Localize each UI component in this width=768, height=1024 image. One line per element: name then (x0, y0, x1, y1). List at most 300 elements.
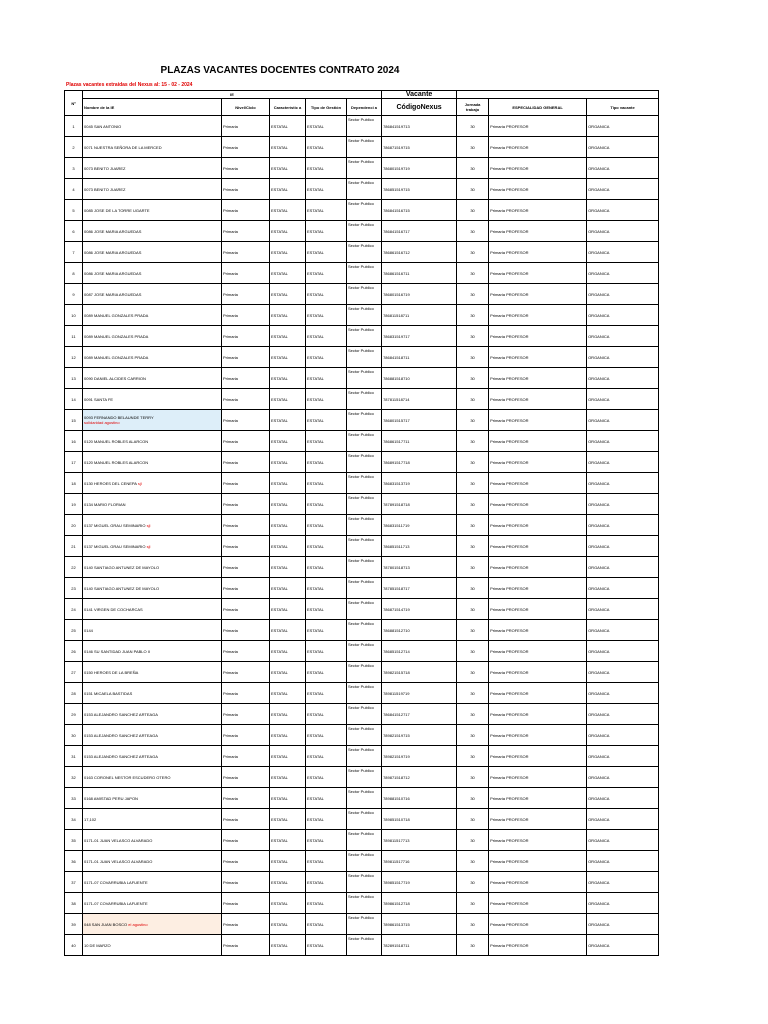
codigo-nexus-cell: 786871514719 (382, 599, 457, 620)
table-row (65, 683, 659, 704)
school-name-text: 0140 SANTIAGO ANTUNEZ DE MAYOLO (84, 585, 160, 591)
dependencia-cell (347, 116, 382, 137)
school-name (83, 914, 222, 935)
codigo-nexus-cell: 786851512714 (382, 641, 457, 662)
district-note: sjl (146, 543, 151, 549)
table-row (65, 872, 659, 893)
dependencia-cell (347, 935, 382, 956)
jornada-cell: 30 (457, 431, 489, 452)
especialidad-cell: Primaria PROFESOR (489, 431, 587, 452)
school-name-text: 0045 SAN ANTONIO (84, 123, 122, 129)
jornada-cell: 30 (457, 284, 489, 305)
district-note: sjl (137, 480, 142, 486)
school-name-text: 0089 MANUEL GONZALES PRADA (84, 354, 149, 360)
codigo-nexus-cell: 789851517719 (382, 872, 457, 893)
nivel-cell: Primaria (222, 452, 270, 473)
dependencia-cell (347, 830, 382, 851)
codigo-nexus-cell: 789851510718 (382, 809, 457, 830)
nivel-cell: Primaria (222, 116, 270, 137)
row-number: 34 (65, 809, 83, 830)
school-name (83, 158, 222, 179)
school-name-text: 0171-07 COVARRUBIA LAFUENTE (84, 900, 148, 906)
nivel-cell: Primaria (222, 326, 270, 347)
jornada-cell: 30 (457, 473, 489, 494)
dependencia-cell (347, 452, 382, 473)
dependencia-cell (347, 494, 382, 515)
dependencia-cell (347, 620, 382, 641)
tipo-gestion-cell: ESTATAL (306, 263, 347, 284)
dependencia-text: Sector Publico (348, 327, 374, 332)
tipo-gestion-cell: ESTATAL (306, 662, 347, 683)
table-row (65, 914, 659, 935)
row-number: 10 (65, 305, 83, 326)
caracteristica-cell: ESTATAL (270, 263, 306, 284)
school-name-text: 0137 MIGUEL GRAU SEMINARIO (84, 543, 146, 549)
dependencia-text: Sector Publico (348, 474, 374, 479)
especialidad-cell: Primaria PROFESOR (489, 389, 587, 410)
especialidad-cell: Primaria PROFESOR (489, 641, 587, 662)
nivel-cell: Primaria (222, 389, 270, 410)
caracteristica-cell: ESTATAL (270, 410, 306, 431)
dependencia-text: Sector Publico (348, 537, 374, 542)
tipo-gestion-cell: ESTATAL (306, 179, 347, 200)
dependencia-cell (347, 536, 382, 557)
caracteristica-cell: ESTATAL (270, 557, 306, 578)
jornada-cell: 30 (457, 347, 489, 368)
table-row (65, 704, 659, 725)
header-dependencia: Dependenci a (347, 99, 382, 116)
especialidad-cell: Primaria PROFESOR (489, 158, 587, 179)
page-title: PLAZAS VACANTES DOCENTES CONTRATO 2024 (160, 65, 400, 76)
tipo-vacante-cell: ORGANICA (587, 557, 659, 578)
nivel-cell: Primaria (222, 851, 270, 872)
dependencia-text: Sector Publico (348, 747, 374, 752)
tipo-gestion-cell: ESTATAL (306, 536, 347, 557)
school-name (83, 893, 222, 914)
table-row (65, 641, 659, 662)
header-vacante-group: Vacante (382, 91, 457, 99)
header-nombre: Nombre de la IE (83, 99, 222, 116)
nivel-cell: Primaria (222, 641, 270, 662)
nivel-cell: Primaria (222, 515, 270, 536)
codigo-nexus-cell: 786841516717 (382, 221, 457, 242)
table-row (65, 431, 659, 452)
row-number: 27 (65, 662, 83, 683)
especialidad-cell: Primaria PROFESOR (489, 179, 587, 200)
tipo-gestion-cell: ESTATAL (306, 914, 347, 935)
caracteristica-cell: ESTATAL (270, 578, 306, 599)
jornada-cell: 30 (457, 494, 489, 515)
school-name-text: 10 DE MARZO (84, 942, 111, 948)
codigo-nexus-cell: 786861516712 (382, 242, 457, 263)
caracteristica-cell: ESTATAL (270, 809, 306, 830)
header-nivel: Nivel/Ciclo (222, 99, 270, 116)
especialidad-cell: Primaria PROFESOR (489, 557, 587, 578)
caracteristica-cell: ESTATAL (270, 872, 306, 893)
school-name (83, 284, 222, 305)
caracteristica-cell: ESTATAL (270, 473, 306, 494)
school-name (83, 788, 222, 809)
dependencia-cell (347, 200, 382, 221)
jornada-cell: 30 (457, 179, 489, 200)
especialidad-cell: Primaria PROFESOR (489, 620, 587, 641)
especialidad-cell: Primaria PROFESOR (489, 221, 587, 242)
school-name-text: 0086 JOSE MARIA ARGUEDAS (84, 249, 142, 255)
header-caracteristica: Característic a (270, 99, 306, 116)
especialidad-cell: Primaria PROFESOR (489, 935, 587, 956)
dependencia-cell (347, 284, 382, 305)
nivel-cell: Primaria (222, 788, 270, 809)
school-name (83, 809, 222, 830)
table-row (65, 242, 659, 263)
codigo-nexus-cell: 786841518711 (382, 347, 457, 368)
caracteristica-cell: ESTATAL (270, 221, 306, 242)
nivel-cell: Primaria (222, 536, 270, 557)
row-number: 4 (65, 179, 83, 200)
caracteristica-cell: ESTATAL (270, 599, 306, 620)
dependencia-text: Sector Publico (348, 138, 374, 143)
nivel-cell: Primaria (222, 557, 270, 578)
dependencia-cell (347, 473, 382, 494)
tipo-vacante-cell: ORGANICA (587, 620, 659, 641)
jornada-cell: 30 (457, 704, 489, 725)
header-codigo: CódigoNexus (382, 99, 457, 116)
caracteristica-cell: ESTATAL (270, 851, 306, 872)
codigo-nexus-cell: 786801516719 (382, 284, 457, 305)
dependencia-cell (347, 872, 382, 893)
especialidad-cell: Primaria PROFESOR (489, 683, 587, 704)
vacancies-table (64, 90, 659, 956)
especialidad-cell: Primaria PROFESOR (489, 536, 587, 557)
tipo-gestion-cell: ESTATAL (306, 452, 347, 473)
dependencia-text: Sector Publico (348, 201, 374, 206)
dependencia-cell (347, 410, 382, 431)
school-name (83, 347, 222, 368)
table-row (65, 305, 659, 326)
school-name-text: 0085 JOSE DE LA TORRE UGARTE (84, 207, 150, 213)
codigo-nexus-cell: 782891518711 (382, 935, 457, 956)
jornada-cell: 30 (457, 641, 489, 662)
codigo-nexus-cell: 786801519719 (382, 158, 457, 179)
tipo-gestion-cell: ESTATAL (306, 788, 347, 809)
dependencia-cell (347, 641, 382, 662)
table-row (65, 725, 659, 746)
caracteristica-cell: ESTATAL (270, 704, 306, 725)
codigo-nexus-cell: 786841519713 (382, 116, 457, 137)
jornada-cell: 30 (457, 368, 489, 389)
row-number: 18 (65, 473, 83, 494)
caracteristica-cell: ESTATAL (270, 158, 306, 179)
codigo-nexus-cell: 786831511719 (382, 515, 457, 536)
row-number: 40 (65, 935, 83, 956)
row-number: 38 (65, 893, 83, 914)
nivel-cell: Primaria (222, 578, 270, 599)
row-number: 20 (65, 515, 83, 536)
tipo-vacante-cell: ORGANICA (587, 788, 659, 809)
school-name-text: 0091 SANTA FE (84, 396, 114, 402)
jornada-cell: 30 (457, 221, 489, 242)
dependencia-cell (347, 305, 382, 326)
tipo-vacante-cell: ORGANICA (587, 242, 659, 263)
dependencia-text: Sector Publico (348, 432, 374, 437)
tipo-gestion-cell: ESTATAL (306, 116, 347, 137)
tipo-vacante-cell: ORGANICA (587, 599, 659, 620)
school-name-text: 0090 DANIEL ALCIDES CARRION (84, 375, 146, 381)
table-row (65, 536, 659, 557)
dependencia-cell (347, 326, 382, 347)
tipo-vacante-cell: ORGANICA (587, 263, 659, 284)
table-row (65, 137, 659, 158)
header-tipo-vacante: Tipo vacante (587, 99, 659, 116)
nivel-cell: Primaria (222, 830, 270, 851)
especialidad-cell: Primaria PROFESOR (489, 725, 587, 746)
caracteristica-cell: ESTATAL (270, 746, 306, 767)
tipo-vacante-cell: ORGANICA (587, 494, 659, 515)
school-name (83, 557, 222, 578)
tipo-gestion-cell: ESTATAL (306, 599, 347, 620)
codigo-nexus-cell: 787811518714 (382, 389, 457, 410)
dependencia-text: Sector Publico (348, 873, 374, 878)
row-number: 2 (65, 137, 83, 158)
tipo-gestion-cell: ESTATAL (306, 158, 347, 179)
nivel-cell: Primaria (222, 410, 270, 431)
tipo-gestion-cell: ESTATAL (306, 242, 347, 263)
codigo-nexus-cell: 789821519715 (382, 725, 457, 746)
caracteristica-cell: ESTATAL (270, 494, 306, 515)
tipo-vacante-cell: ORGANICA (587, 116, 659, 137)
especialidad-cell: Primaria PROFESOR (489, 410, 587, 431)
tipo-gestion-cell: ESTATAL (306, 683, 347, 704)
jornada-cell: 30 (457, 872, 489, 893)
row-number: 19 (65, 494, 83, 515)
caracteristica-cell: ESTATAL (270, 137, 306, 158)
caracteristica-cell: ESTATAL (270, 893, 306, 914)
header-num: Nº (65, 91, 83, 116)
school-name (83, 389, 222, 410)
school-name (83, 326, 222, 347)
caracteristica-cell: ESTATAL (270, 683, 306, 704)
tipo-vacante-cell: ORGANICA (587, 452, 659, 473)
dependencia-text: Sector Publico (348, 516, 374, 521)
caracteristica-cell: ESTATAL (270, 935, 306, 956)
caracteristica-cell: ESTATAL (270, 536, 306, 557)
dependencia-cell (347, 137, 382, 158)
dependencia-text: Sector Publico (348, 600, 374, 605)
table-row (65, 830, 659, 851)
table-row (65, 620, 659, 641)
header-ie-group: IE (83, 91, 382, 99)
school-name-text: 0086 JOSE MARIA ARGUEDAS (84, 228, 142, 234)
school-name-text: 0089 MANUEL GONZALES PRADA (84, 312, 149, 318)
tipo-gestion-cell: ESTATAL (306, 368, 347, 389)
tipo-vacante-cell: ORGANICA (587, 704, 659, 725)
school-name (83, 452, 222, 473)
caracteristica-cell: ESTATAL (270, 326, 306, 347)
especialidad-cell: Primaria PROFESOR (489, 746, 587, 767)
dependencia-cell (347, 851, 382, 872)
school-name (83, 935, 222, 956)
table-row (65, 599, 659, 620)
table-row (65, 368, 659, 389)
tipo-vacante-cell: ORGANICA (587, 347, 659, 368)
extraction-date-note: Plazas vacantes extraidas del Nexus al: 15 - 02 - 2024 (66, 82, 193, 88)
school-name-text: 0137 MIGUEL GRAU SEMINARIO (84, 522, 146, 528)
caracteristica-cell: ESTATAL (270, 914, 306, 935)
row-number: 26 (65, 641, 83, 662)
dependencia-text: Sector Publico (348, 705, 374, 710)
nivel-cell: Primaria (222, 200, 270, 221)
school-name-text: 0153 ALEJANDRO SANCHEZ ARTEAGA (84, 753, 158, 759)
dependencia-text: Sector Publico (348, 831, 374, 836)
caracteristica-cell: ESTATAL (270, 641, 306, 662)
especialidad-cell: Primaria PROFESOR (489, 767, 587, 788)
tipo-gestion-cell: ESTATAL (306, 305, 347, 326)
table-row (65, 515, 659, 536)
especialidad-cell: Primaria PROFESOR (489, 200, 587, 221)
codigo-nexus-cell: 786861516711 (382, 263, 457, 284)
tipo-gestion-cell: ESTATAL (306, 935, 347, 956)
school-name (83, 746, 222, 767)
table-row (65, 158, 659, 179)
jornada-cell: 30 (457, 683, 489, 704)
school-name-text: 0171-07 COVARRUBIA LAFUENTE (84, 879, 148, 885)
tipo-vacante-cell: ORGANICA (587, 158, 659, 179)
table-row (65, 452, 659, 473)
dependencia-cell (347, 347, 382, 368)
row-number: 22 (65, 557, 83, 578)
dependencia-text: Sector Publico (348, 390, 374, 395)
district-note: el agustino (128, 921, 148, 927)
dependencia-cell (347, 809, 382, 830)
school-name (83, 641, 222, 662)
especialidad-cell: Primaria PROFESOR (489, 263, 587, 284)
tipo-gestion-cell: ESTATAL (306, 557, 347, 578)
school-name-text: 048 SAN JUAN BOSCO (84, 921, 128, 927)
nivel-cell: Primaria (222, 746, 270, 767)
tipo-gestion-cell: ESTATAL (306, 851, 347, 872)
dependencia-cell (347, 389, 382, 410)
dependencia-text: Sector Publico (348, 117, 374, 122)
dependencia-text: Sector Publico (348, 369, 374, 374)
nivel-cell: Primaria (222, 683, 270, 704)
table-row (65, 221, 659, 242)
tipo-gestion-cell: ESTATAL (306, 620, 347, 641)
jornada-cell: 30 (457, 620, 489, 641)
row-number: 7 (65, 242, 83, 263)
jornada-cell: 30 (457, 893, 489, 914)
nivel-cell: Primaria (222, 179, 270, 200)
dependencia-text: Sector Publico (348, 894, 374, 899)
jornada-cell: 30 (457, 935, 489, 956)
especialidad-cell: Primaria PROFESOR (489, 515, 587, 536)
dependencia-cell (347, 368, 382, 389)
school-name-text: 0163 CORONEL NESTOR ESCUDERO OTERO (84, 774, 171, 780)
table-row (65, 494, 659, 515)
tipo-gestion-cell: ESTATAL (306, 578, 347, 599)
jornada-cell: 30 (457, 536, 489, 557)
nivel-cell: Primaria (222, 494, 270, 515)
especialidad-cell: Primaria PROFESOR (489, 284, 587, 305)
tipo-gestion-cell: ESTATAL (306, 473, 347, 494)
table-row (65, 578, 659, 599)
tipo-vacante-cell: ORGANICA (587, 746, 659, 767)
tipo-vacante-cell: ORGANICA (587, 515, 659, 536)
dependencia-cell (347, 179, 382, 200)
school-name (83, 473, 222, 494)
codigo-nexus-cell: 786861517711 (382, 431, 457, 452)
caracteristica-cell: ESTATAL (270, 179, 306, 200)
school-name-text: 0144 (84, 627, 93, 633)
tipo-gestion-cell: ESTATAL (306, 746, 347, 767)
tipo-gestion-cell: ESTATAL (306, 830, 347, 851)
school-name-text: 0153 ALEJANDRO SANCHEZ ARTEAGA (84, 732, 158, 738)
header-tipo-gestion: Tipo de Gestión (306, 99, 347, 116)
codigo-nexus-cell: 789821515718 (382, 662, 457, 683)
row-number: 9 (65, 284, 83, 305)
dependencia-text: Sector Publico (348, 684, 374, 689)
especialidad-cell: Primaria PROFESOR (489, 578, 587, 599)
especialidad-cell: Primaria PROFESOR (489, 599, 587, 620)
school-name (83, 494, 222, 515)
dependencia-cell (347, 158, 382, 179)
tipo-vacante-cell: ORGANICA (587, 830, 659, 851)
codigo-nexus-cell: 786881512710 (382, 620, 457, 641)
table-row (65, 557, 659, 578)
dependencia-text: Sector Publico (348, 936, 374, 941)
tipo-gestion-cell: ESTATAL (306, 347, 347, 368)
codigo-nexus-cell: 786831519717 (382, 326, 457, 347)
jornada-cell: 30 (457, 137, 489, 158)
dependencia-text: Sector Publico (348, 726, 374, 731)
codigo-nexus-cell: 786841512717 (382, 704, 457, 725)
table-row (65, 284, 659, 305)
tipo-vacante-cell: ORGANICA (587, 410, 659, 431)
caracteristica-cell: ESTATAL (270, 431, 306, 452)
caracteristica-cell: ESTATAL (270, 830, 306, 851)
school-name-text: 0073 BENITO JUAREZ (84, 186, 126, 192)
jornada-cell: 30 (457, 389, 489, 410)
row-number: 14 (65, 389, 83, 410)
district-note: sjl (146, 522, 151, 528)
row-number: 11 (65, 326, 83, 347)
school-name-text: 0087 JOSE MARIA ARGUEDAS (84, 291, 142, 297)
dependencia-cell (347, 221, 382, 242)
dependencia-cell (347, 431, 382, 452)
dependencia-cell (347, 263, 382, 284)
header-jornada: Jornada trabajo (457, 99, 489, 116)
nivel-cell: Primaria (222, 809, 270, 830)
tipo-vacante-cell: ORGANICA (587, 683, 659, 704)
row-number: 31 (65, 746, 83, 767)
school-name (83, 263, 222, 284)
table-row (65, 893, 659, 914)
dependencia-text: Sector Publico (348, 411, 374, 416)
caracteristica-cell: ESTATAL (270, 452, 306, 473)
school-name (83, 242, 222, 263)
row-number: 16 (65, 431, 83, 452)
dependencia-text: Sector Publico (348, 621, 374, 626)
tipo-gestion-cell: ESTATAL (306, 284, 347, 305)
tipo-gestion-cell: ESTATAL (306, 326, 347, 347)
nivel-cell: Primaria (222, 893, 270, 914)
especialidad-cell: Primaria PROFESOR (489, 704, 587, 725)
table-row (65, 410, 659, 431)
nivel-cell: Primaria (222, 662, 270, 683)
tipo-vacante-cell: ORGANICA (587, 221, 659, 242)
dependencia-text: Sector Publico (348, 663, 374, 668)
jornada-cell: 30 (457, 158, 489, 179)
dependencia-text: Sector Publico (348, 810, 374, 815)
